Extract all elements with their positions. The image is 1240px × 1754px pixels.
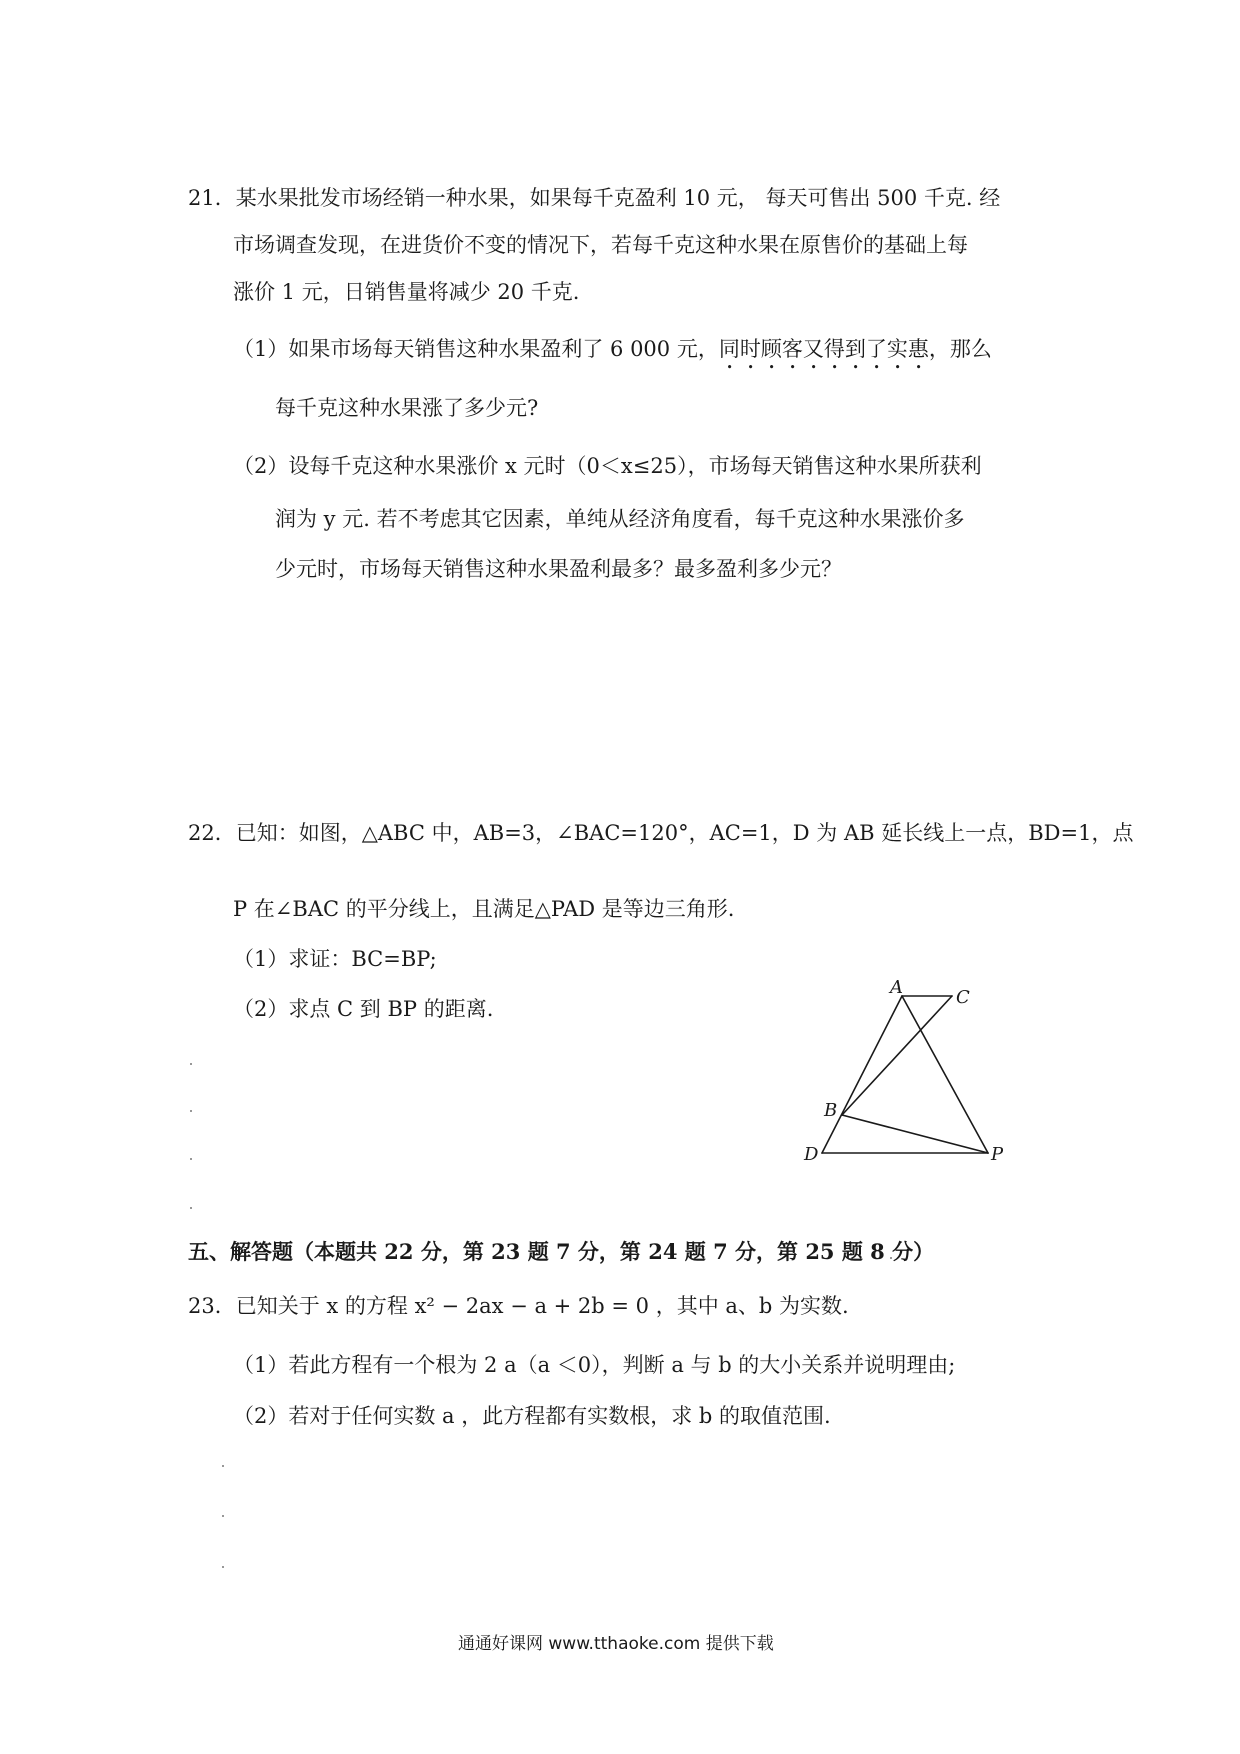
q23-line-1: 23．已知关于 x 的方程 x² − 2ax − a + 2b = 0 ，其中 a、b 为实数. [188, 1294, 849, 1318]
q22-part2: （2）求点 C 到 BP 的距离. [233, 997, 494, 1021]
segment-bp [842, 1115, 988, 1153]
scan-speck [222, 1566, 224, 1568]
q21-part1-text-a: （1）如果市场每天销售这种水果盈利了 6 000 元， [233, 337, 719, 361]
q21-part1-line-1 [233, 334, 992, 374]
scan-speck [190, 1207, 192, 1209]
q21-part1-emphasis: 同时顾客又得到了实惠 [718, 337, 929, 361]
q21-part2-line-3: 少元时，市场每天销售这种水果盈利最多？最多盈利多少元？ [275, 557, 842, 581]
q21-line-2: 市场调查发现，在进货价不变的情况下，若每千克这种水果在原售价的基础上每 [233, 233, 968, 257]
footer-source: 通通好课网 www.tthaoke.com 提供下载 [458, 1634, 774, 1654]
q21-line-3: 涨价 1 元，日销售量将减少 20 千克. [233, 280, 580, 304]
q21-part1-line-2: 每千克这种水果涨了多少元? [275, 396, 539, 420]
q23-part2: （2）若对于任何实数 a ，此方程都有实数根，求 b 的取值范围. [233, 1404, 831, 1428]
q22-line-1: 22．已知：如图，△ABC 中，AB=3，∠BAC=120°，AC=1，D 为 AB 延长线上一点，BD=1，点 [188, 821, 1134, 845]
label-c: C [956, 987, 970, 1008]
label-b: B [824, 1100, 838, 1121]
segment-ad [822, 996, 902, 1153]
scan-speck [190, 1110, 192, 1112]
label-d: D [804, 1144, 819, 1165]
label-p: P [991, 1144, 1004, 1165]
label-a: A [890, 980, 903, 998]
scan-speck [190, 1063, 192, 1065]
section-5-heading: 五、解答题（本题共 22 分，第 23 题 7 分，第 24 题 7 分，第 25 题 8 分） [188, 1239, 935, 1264]
scan-speck [222, 1515, 224, 1517]
q22-line-2: P 在∠BAC 的平分线上，且满足△PAD 是等边三角形. [233, 897, 735, 921]
scan-speck [222, 1465, 224, 1467]
q21-part2-line-2: 润为 y 元. 若不考虑其它因素，单纯从经济角度看，每千克这种水果涨价多 [275, 507, 965, 531]
q21-part1-text-b: ，那么 [928, 337, 992, 361]
q22-part1: （1）求证：BC=BP; [233, 947, 437, 971]
q21-line-1: 21．某水果批发市场经销一种水果，如果每千克盈利 10 元， 每天可售出 500 千克. 经 [188, 186, 1001, 210]
triangle-figure [790, 980, 1030, 1170]
segment-ap [902, 996, 988, 1153]
q23-part1: （1）若此方程有一个根为 2 a（a ＜0），判断 a 与 b 的大小关系并说明理由; [233, 1353, 956, 1377]
q21-part2-line-1: （2）设每千克这种水果涨价 x 元时（0＜x≤25），市场每天销售这种水果所获利 [233, 454, 982, 478]
scan-speck [190, 1158, 192, 1160]
